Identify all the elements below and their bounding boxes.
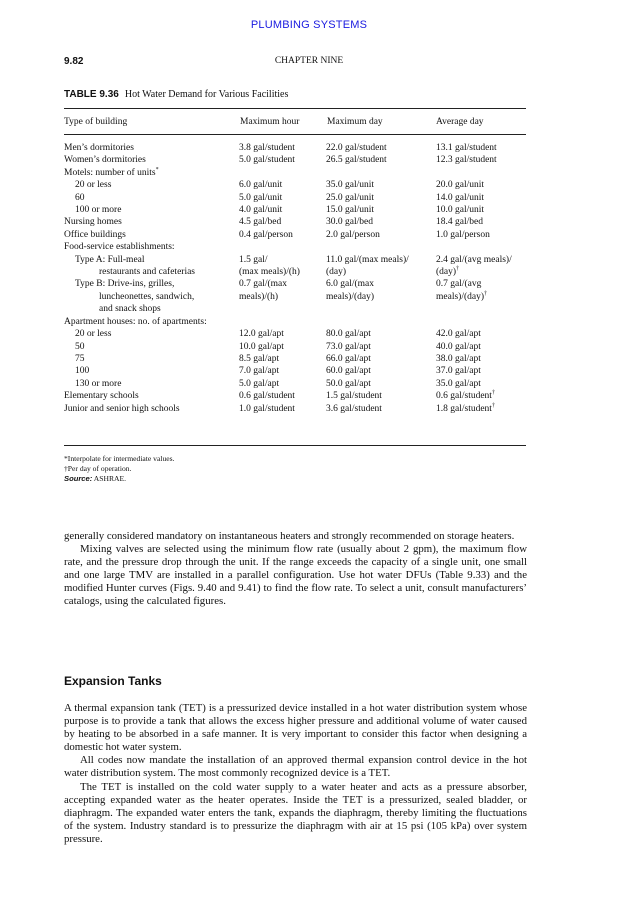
table-row bbox=[64, 316, 526, 328]
table-bottom-rule bbox=[64, 445, 526, 446]
table-row bbox=[64, 204, 526, 216]
building-type-cell: Apartment houses: no. of apartments: bbox=[64, 316, 207, 327]
building-type-cell: Office buildings bbox=[64, 229, 126, 240]
avg-day-cell bbox=[436, 241, 526, 253]
page-number: 9.82 bbox=[64, 56, 84, 67]
body-text-upper bbox=[64, 530, 527, 609]
max-hour-cell: 10.0 gal/apt bbox=[239, 341, 284, 352]
avg-day-cell bbox=[436, 167, 526, 179]
max-hour-cell: 4.5 gal/bed bbox=[239, 217, 282, 228]
table-row bbox=[64, 192, 526, 204]
max-hour-cell: 7.0 gal/apt bbox=[239, 366, 280, 377]
chapter-heading: CHAPTER NINE bbox=[274, 56, 344, 66]
building-type-cell: and snack shops bbox=[99, 304, 161, 315]
table-row bbox=[64, 341, 526, 353]
building-type-cell: 50 bbox=[75, 341, 85, 352]
max-day-cell: 73.0 gal/apt bbox=[326, 341, 371, 352]
column-header-type: Type of building bbox=[64, 117, 128, 127]
running-head: PLUMBING SYSTEMS bbox=[250, 19, 368, 31]
max-hour-cell: 0.4 gal/person bbox=[239, 229, 293, 240]
table-row bbox=[64, 179, 526, 191]
building-type-cell: Nursing homes bbox=[64, 217, 122, 228]
avg-day-cell: meals)/(day)† bbox=[436, 290, 488, 302]
footnote-marker: † bbox=[484, 290, 488, 297]
avg-day-cell: 12.3 gal/student bbox=[436, 155, 497, 166]
table-row bbox=[64, 303, 526, 315]
building-type-cell: 75 bbox=[75, 353, 85, 364]
building-type-cell: restaurants and cafeterias bbox=[99, 267, 196, 278]
max-day-cell: 50.0 gal/apt bbox=[326, 378, 371, 389]
max-day-cell: 66.0 gal/apt bbox=[326, 353, 371, 364]
avg-day-cell: 14.0 gal/unit bbox=[436, 192, 485, 203]
avg-day-cell: 1.8 gal/student† bbox=[436, 402, 495, 414]
building-type-cell: 130 or more bbox=[75, 378, 122, 389]
avg-day-cell: 38.0 gal/apt bbox=[436, 353, 481, 364]
max-day-cell: meals)/(day) bbox=[326, 291, 375, 302]
avg-day-cell: 37.0 gal/apt bbox=[436, 366, 481, 377]
footnote-per-day: †Per day of operation. bbox=[64, 464, 132, 473]
table-row bbox=[64, 328, 526, 340]
avg-day-cell: 13.1 gal/student bbox=[436, 143, 497, 153]
column-header-max-hour: Maximum hour bbox=[240, 117, 300, 127]
column-header-max-day: Maximum day bbox=[327, 117, 383, 127]
table-label: TABLE 9.36 bbox=[64, 89, 119, 100]
paragraph-codes: All codes now mandate the installation of an approved thermal expansion control device in the hot water distribution system. The most commonly recognized device is a TET. bbox=[64, 754, 527, 780]
column-header-avg-day: Average day bbox=[436, 117, 484, 127]
avg-day-cell bbox=[436, 316, 526, 328]
max-hour-cell: 3.8 gal/student bbox=[239, 143, 295, 153]
footnote-source bbox=[64, 474, 126, 483]
building-type-cell: 20 or less bbox=[75, 329, 112, 340]
building-type-cell: Women’s dormitories bbox=[64, 155, 146, 166]
max-day-cell: 22.0 gal/student bbox=[326, 143, 387, 153]
source-value: ASHRAE. bbox=[93, 474, 127, 483]
avg-day-cell: 0.7 gal/(avg bbox=[436, 279, 482, 290]
max-hour-cell: (max meals)/(h) bbox=[239, 267, 300, 278]
max-hour-cell: 1.0 gal/student bbox=[239, 403, 295, 414]
building-type-cell: 100 or more bbox=[75, 205, 122, 216]
avg-day-cell: 42.0 gal/apt bbox=[436, 329, 481, 340]
max-day-cell: 3.6 gal/student bbox=[326, 403, 382, 414]
max-hour-cell: 0.7 gal/(max bbox=[239, 279, 288, 290]
max-day-cell: 25.0 gal/unit bbox=[326, 192, 375, 203]
max-day-cell: (day) bbox=[326, 267, 347, 278]
building-type-cell: Elementary schools bbox=[64, 391, 139, 402]
max-hour-cell bbox=[239, 241, 326, 253]
table-title bbox=[64, 89, 288, 100]
footnote-interpolate: *Interpolate for intermediate values. bbox=[64, 454, 175, 463]
table-row bbox=[64, 291, 526, 303]
avg-day-cell: 18.4 gal/bed bbox=[436, 217, 483, 228]
max-hour-cell: 1.5 gal/ bbox=[239, 254, 268, 265]
avg-day-cell: 0.6 gal/student† bbox=[436, 389, 495, 402]
table-row bbox=[64, 266, 526, 278]
paragraph-continued: generally considered mandatory on instantaneous heaters and strongly recommended on storage heaters. bbox=[64, 530, 515, 542]
building-type-cell: 100 bbox=[75, 366, 90, 377]
avg-day-cell: 2.4 gal/(avg meals)/ bbox=[436, 254, 512, 265]
building-type-cell: Junior and senior high schools bbox=[64, 403, 180, 414]
max-day-cell: 15.0 gal/unit bbox=[326, 205, 375, 216]
building-type-cell: Food-service establishments: bbox=[64, 242, 175, 253]
table-body bbox=[64, 142, 526, 415]
table-row bbox=[64, 216, 526, 228]
table-row bbox=[64, 365, 526, 377]
max-day-cell: 30.0 gal/bed bbox=[326, 217, 373, 228]
max-hour-cell: 0.6 gal/student bbox=[239, 391, 295, 402]
max-day-cell: 11.0 gal/(max meals)/ bbox=[326, 254, 409, 265]
building-type-cell: Men’s dormitories bbox=[64, 143, 134, 153]
avg-day-cell: 20.0 gal/unit bbox=[436, 180, 485, 191]
max-day-cell bbox=[326, 241, 436, 253]
max-day-cell: 35.0 gal/unit bbox=[326, 180, 375, 191]
max-hour-cell bbox=[239, 167, 326, 179]
max-hour-cell: meals)/(h) bbox=[239, 291, 279, 302]
avg-day-cell: 35.0 gal/apt bbox=[436, 378, 481, 389]
table-row bbox=[64, 278, 526, 290]
max-day-cell: 60.0 gal/apt bbox=[326, 366, 371, 377]
table-row bbox=[64, 154, 526, 166]
max-day-cell bbox=[326, 303, 436, 315]
max-hour-cell: 5.0 gal/apt bbox=[239, 378, 280, 389]
source-label: Source: bbox=[64, 474, 93, 483]
building-type-cell: 60 bbox=[75, 192, 85, 203]
max-hour-cell: 12.0 gal/apt bbox=[239, 329, 284, 340]
table-row bbox=[64, 142, 526, 154]
avg-day-cell: 1.0 gal/person bbox=[436, 229, 490, 240]
footnote-marker: † bbox=[491, 402, 495, 409]
table-row bbox=[64, 167, 526, 179]
max-day-cell: 80.0 gal/apt bbox=[326, 329, 371, 340]
max-hour-cell: 5.0 gal/unit bbox=[239, 192, 283, 203]
max-hour-cell: 8.5 gal/apt bbox=[239, 353, 280, 364]
paragraph-tet-installation: The TET is installed on the cold water supply to a water heater and acts as a pressure absorber, accepting expanded water as the heater operates. Inside the TET is a pressurized, sealed bladder, or diaphragm. The expanded water enters the tank, expands the diaphragm, thereby limiting the fluctuations of the system. Industry standard is to pressurize the diaphragm with air at 15 psi (105 kPa) over system pressure. bbox=[64, 780, 527, 845]
table-row bbox=[64, 390, 526, 402]
table-row bbox=[64, 378, 526, 390]
max-day-cell: 26.5 gal/student bbox=[326, 155, 387, 166]
table-row bbox=[64, 254, 526, 266]
max-day-cell bbox=[326, 316, 436, 328]
table-row bbox=[64, 403, 526, 415]
max-day-cell bbox=[326, 167, 436, 179]
body-text-lower bbox=[64, 702, 527, 846]
max-hour-cell bbox=[239, 303, 326, 315]
paragraph-tet-definition: A thermal expansion tank (TET) is a pressurized device installed in a hot water distribution system whose purpose is to provide a tank that allows the excess higher pressure and additional volume of water caused by heating to be absorbed in a safe manner. It is very important to consider this factor when designing a domestic hot water system. bbox=[64, 702, 527, 754]
max-hour-cell bbox=[239, 316, 326, 328]
table-row bbox=[64, 229, 526, 241]
hot-water-demand-table bbox=[64, 142, 526, 415]
footnote-marker: * bbox=[155, 166, 159, 173]
avg-day-cell: 10.0 gal/unit bbox=[436, 205, 485, 216]
footnote-marker: † bbox=[456, 265, 460, 272]
building-type-cell: Type B: Drive-ins, grilles, bbox=[75, 279, 175, 290]
max-day-cell: 1.5 gal/student bbox=[326, 391, 382, 402]
avg-day-cell: (day)† bbox=[436, 265, 460, 278]
table-row bbox=[64, 353, 526, 365]
table-caption: Hot Water Demand for Various Facilities bbox=[124, 89, 289, 100]
section-heading-expansion-tanks: Expansion Tanks bbox=[64, 674, 162, 688]
avg-day-cell bbox=[436, 303, 526, 315]
avg-day-cell: 40.0 gal/apt bbox=[436, 341, 481, 352]
paragraph-mixing-valves: Mixing valves are selected using the minimum flow rate (usually about 2 gpm), the maximum flow rate, and the pressure drop through the unit. If the range exceeds the capacity of a single unit, one small and one large TMV are installed in a parallel configuration. Use hot water DFUs (Table 9.33) and the modified Hunter curves (Figs. 9.40 and 9.41) to find the flow rate. To select a unit, consult manufacturers’ catalogs, using the calculated figures. bbox=[64, 543, 527, 608]
max-day-cell: 6.0 gal/(max bbox=[326, 279, 375, 290]
max-day-cell: 2.0 gal/person bbox=[326, 229, 380, 240]
table-top-rule bbox=[64, 108, 526, 109]
building-type-cell: Type A: Full-meal bbox=[75, 254, 145, 265]
header-rule bbox=[64, 134, 526, 135]
footnote-marker: † bbox=[491, 389, 495, 396]
max-hour-cell: 6.0 gal/unit bbox=[239, 180, 283, 191]
building-type-cell: luncheonettes, sandwich, bbox=[99, 291, 195, 302]
max-hour-cell: 4.0 gal/unit bbox=[239, 205, 283, 216]
building-type-cell: Motels: number of units* bbox=[64, 166, 159, 178]
table-row bbox=[64, 241, 526, 253]
building-type-cell: 20 or less bbox=[75, 180, 112, 191]
max-hour-cell: 5.0 gal/student bbox=[239, 155, 295, 166]
